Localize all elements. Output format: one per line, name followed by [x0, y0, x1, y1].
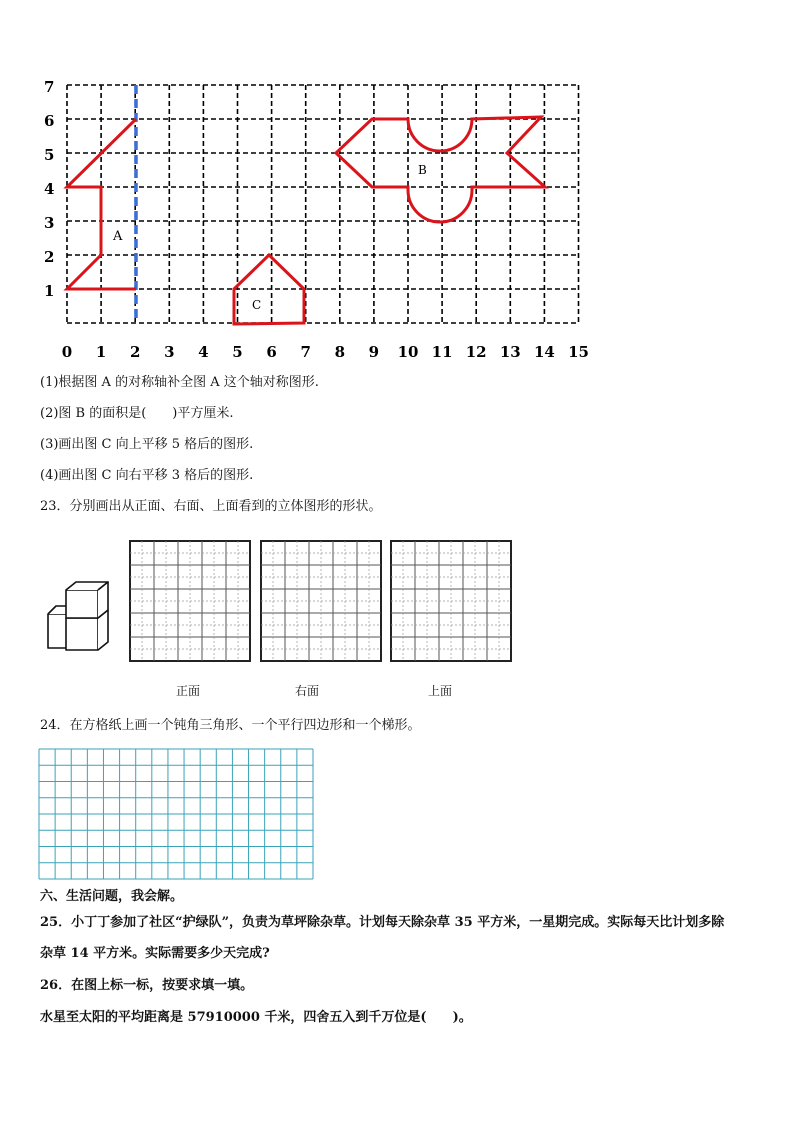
shape-b-label: B	[418, 163, 427, 177]
top-view-grid[interactable]	[390, 540, 512, 662]
top-view-label: 上面	[428, 684, 453, 698]
y-axis-tick-label: 7	[44, 78, 55, 96]
x-axis-tick-label: 15	[568, 343, 589, 361]
y-axis-tick-label: 1	[44, 282, 55, 300]
shape-b-outline	[336, 117, 545, 222]
x-axis-labels	[62, 343, 589, 361]
question-22-1: (1)根据图 A 的对称轴补全图 A 这个轴对称图形.	[40, 375, 319, 390]
front-view-label: 正面	[176, 684, 201, 698]
question-22-4: (4)画出图 C 向右平移 3 格后的图形.	[40, 468, 254, 483]
cube-stack-figure	[40, 580, 120, 660]
y-axis-tick-label: 4	[44, 180, 55, 198]
question-24: 24．在方格纸上画一个钝角三角形、一个平行四边形和一个梯形。	[40, 718, 421, 733]
x-axis-tick-label: 14	[533, 343, 555, 361]
section-6-heading: 六、生活问题，我会解。	[40, 889, 184, 904]
right-view-grid[interactable]	[260, 540, 382, 662]
question-22-3: (3)画出图 C 向上平移 5 格后的图形.	[40, 437, 254, 452]
x-axis-tick-label: 11	[431, 343, 453, 361]
question-23: 23．分别画出从正面、右面、上面看到的立体图形的形状。	[40, 499, 382, 514]
grid-lines	[67, 85, 579, 323]
x-axis-tick-label: 12	[465, 343, 487, 361]
shape-c-label: C	[252, 298, 262, 312]
y-axis-tick-label: 6	[44, 112, 55, 130]
x-axis-tick-label: 9	[368, 343, 380, 361]
x-axis-tick-label: 0	[61, 343, 73, 361]
y-axis-tick-label: 2	[44, 248, 55, 266]
x-axis-tick-label: 5	[232, 343, 243, 361]
x-axis-tick-label: 7	[300, 343, 311, 361]
front-view-grid[interactable]	[129, 540, 251, 662]
x-axis-tick-label: 8	[334, 343, 346, 361]
question-22-2: (2)图 B 的面积是( )平方厘米.	[40, 406, 234, 421]
y-axis-labels	[44, 78, 54, 300]
question-26: 26．在图上标一标，按要求填一填。	[40, 978, 254, 993]
y-axis-tick-label: 3	[44, 214, 55, 232]
right-view-label: 右面	[295, 684, 320, 698]
x-axis-tick-label: 3	[164, 343, 175, 361]
x-axis-tick-label: 4	[198, 343, 209, 361]
coordinate-grid-figure	[0, 0, 794, 370]
y-axis-tick-label: 5	[44, 146, 55, 164]
x-axis-tick-label: 10	[397, 343, 419, 361]
question-25-line-2: 杂草 14 平方米。实际需要多少天完成?	[40, 946, 270, 961]
square-grid-paper[interactable]	[38, 748, 314, 880]
question-26-text: 水星至太阳的平均距离是 57910000 千米，四舍五入到千万位是( )。	[40, 1010, 472, 1025]
x-axis-tick-label: 6	[266, 343, 277, 361]
x-axis-tick-label: 13	[499, 343, 521, 361]
x-axis-tick-label: 1	[95, 343, 107, 361]
question-25-line-1: 25．小丁丁参加了社区“护绿队”，负责为草坪除杂草。计划每天除杂草 35 平方米，一星期完成。实际每天比计划多除	[40, 915, 725, 930]
x-axis-tick-label: 2	[129, 343, 141, 361]
shape-a-label: A	[113, 229, 123, 244]
